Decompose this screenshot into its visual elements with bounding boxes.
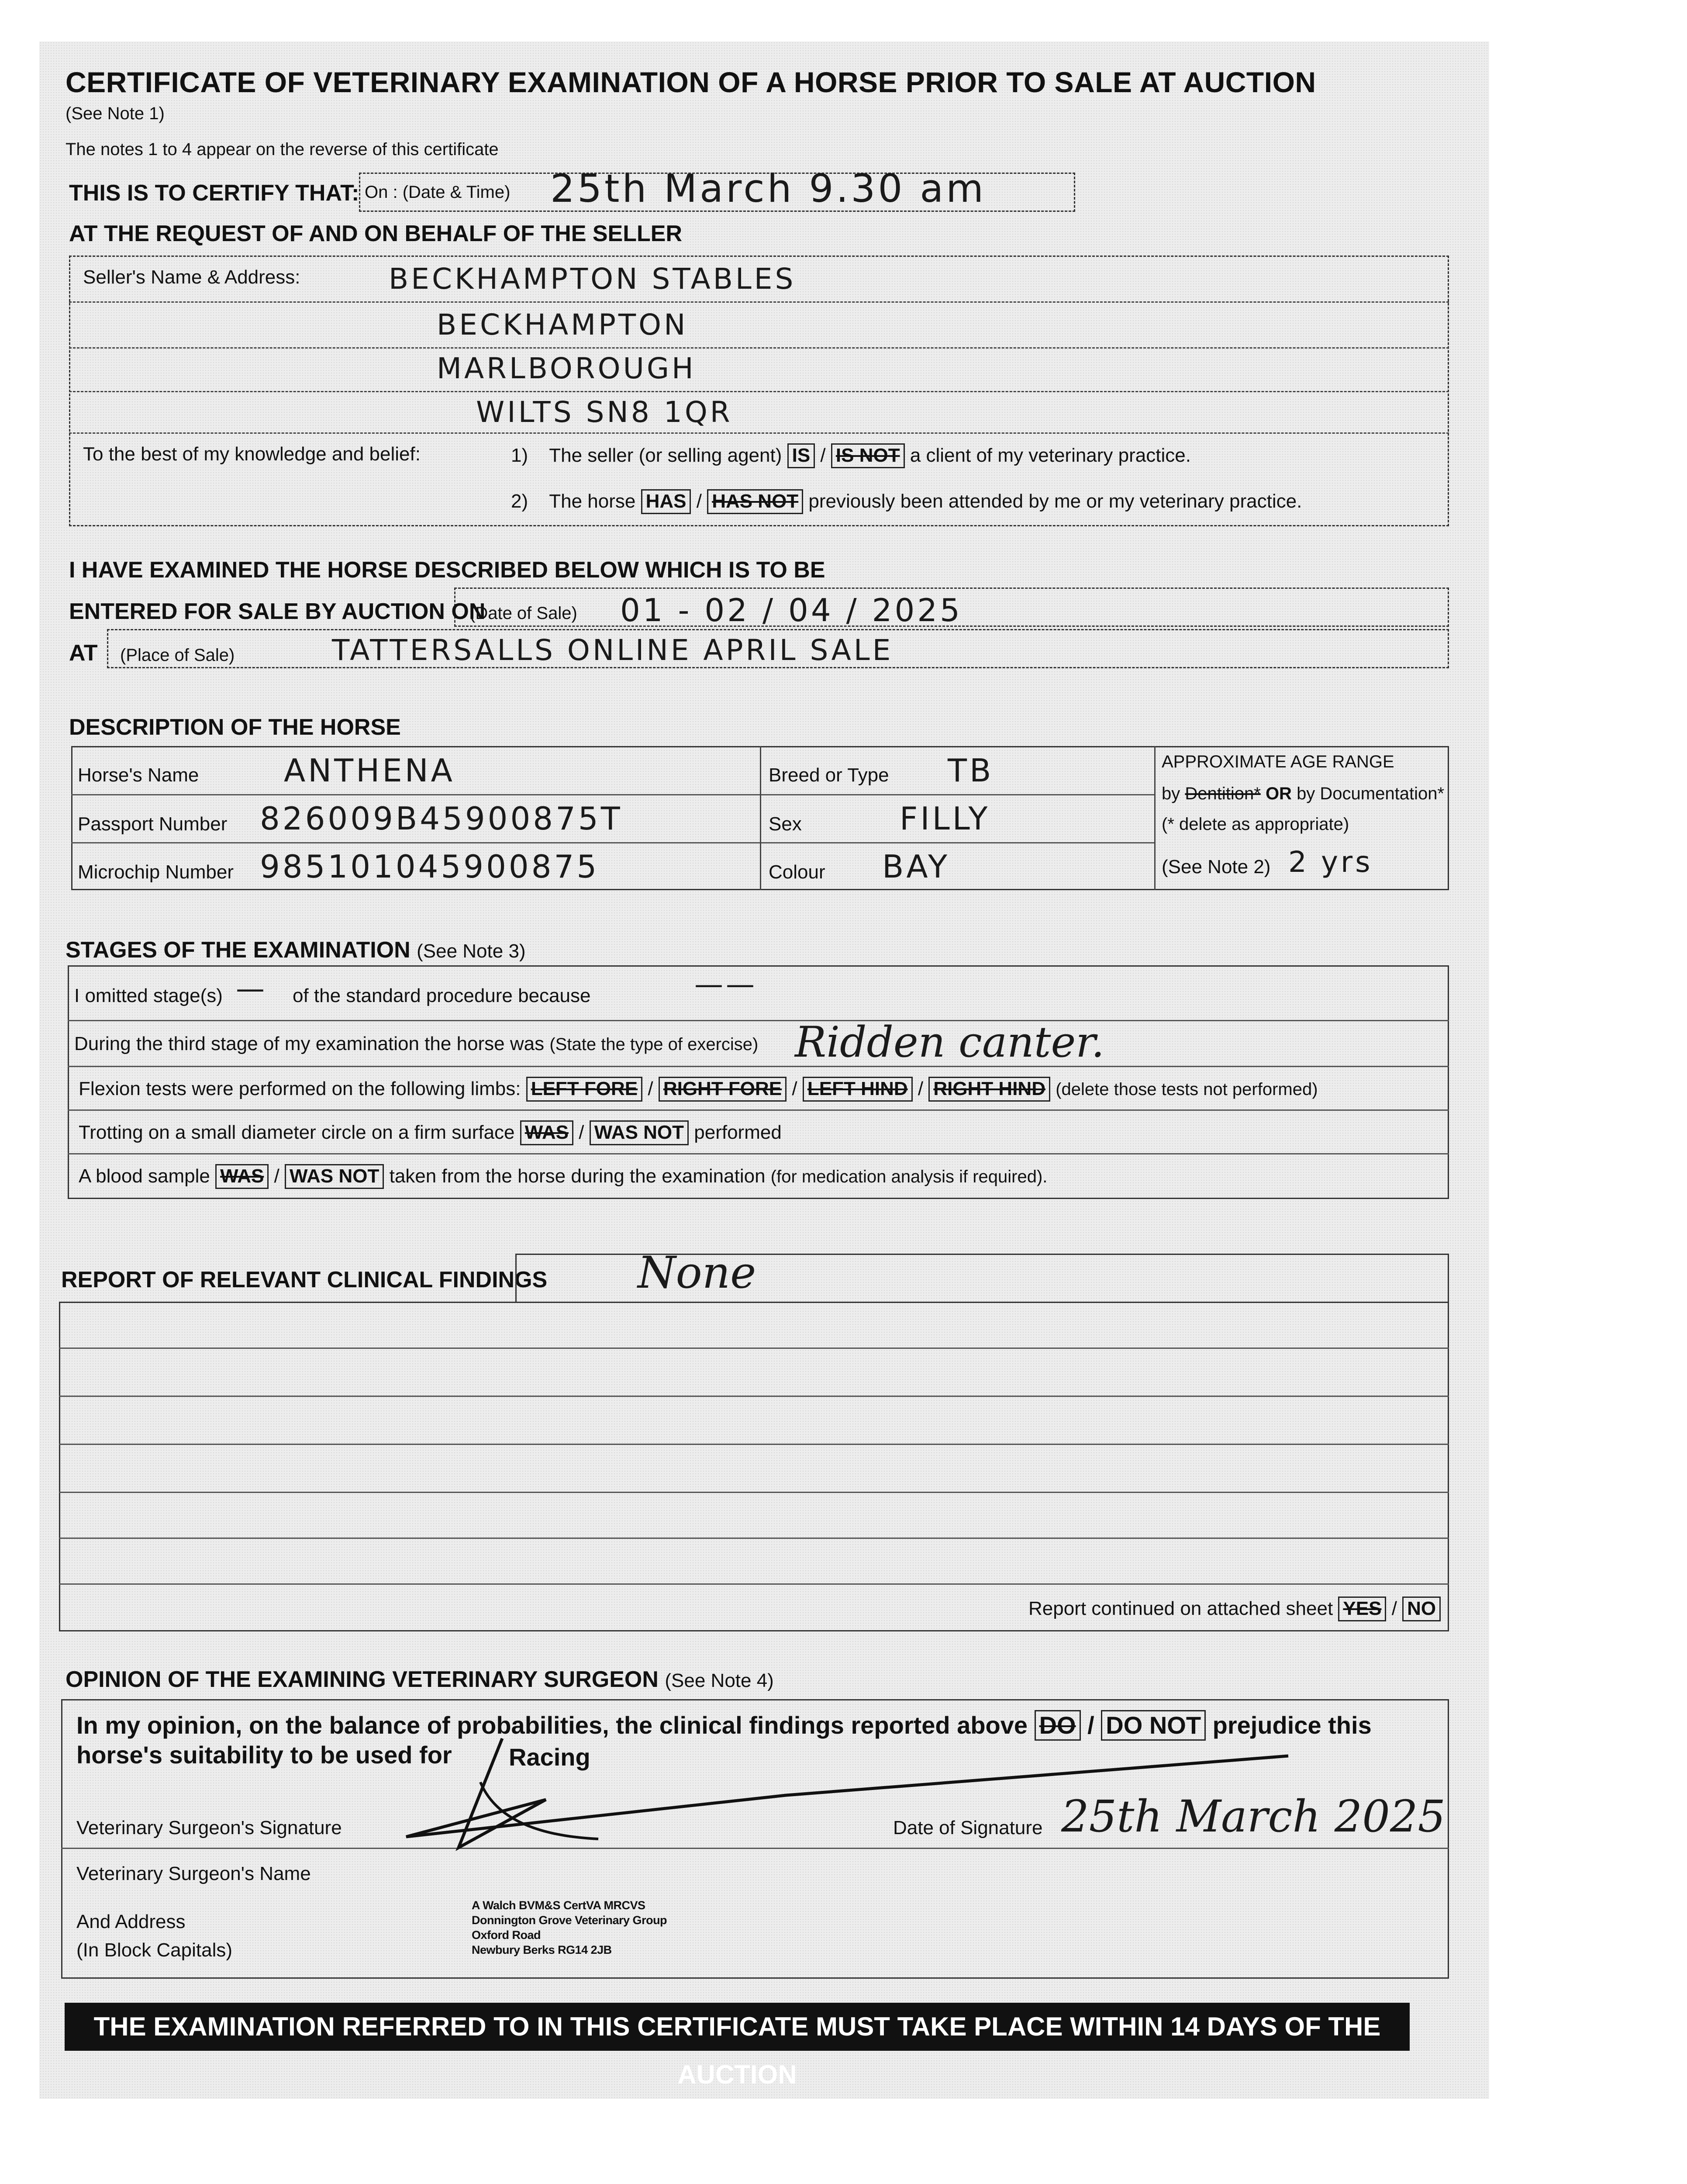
age-method	[1162, 784, 1444, 804]
has-not-option[interactable]: HAS NOT	[707, 489, 803, 514]
blood-row	[79, 1164, 1047, 1189]
age-dentition-option[interactable]: Dentition*	[1185, 784, 1261, 803]
stages-row-divider	[68, 1109, 1449, 1111]
is-option[interactable]: IS	[787, 443, 815, 468]
stamp-line: Oxford Road	[472, 1928, 541, 1942]
knowledge-label: To the best of my knowledge and belief:	[83, 443, 421, 465]
option-separator: /	[696, 491, 702, 512]
report-line	[59, 1583, 1449, 1585]
seller-divider	[69, 347, 1449, 349]
do-not-option[interactable]: DO NOT	[1101, 1710, 1206, 1741]
report-box[interactable]	[59, 1302, 1449, 1631]
intended-use-value[interactable]: Racing	[509, 1743, 590, 1771]
omitted-value[interactable]: —	[236, 972, 267, 1006]
blood-was-option[interactable]: WAS	[215, 1164, 269, 1189]
stages-heading	[66, 937, 526, 963]
stamp-line: Newbury Berks RG14 2JB	[472, 1943, 612, 1956]
horse-section-title: DESCRIPTION OF THE HORSE	[69, 715, 401, 740]
seller-line-4[interactable]: WILTS SN8 1QR	[476, 395, 733, 429]
option-separator: /	[648, 1078, 653, 1099]
opinion-text-2: prejudice this	[1212, 1711, 1372, 1739]
report-title: REPORT OF RELEVANT CLINICAL FINDINGS	[61, 1267, 548, 1292]
third-stage-value[interactable]: Ridden canter.	[795, 1018, 1105, 1067]
seller-divider	[69, 432, 1449, 434]
report-line	[59, 1538, 1449, 1539]
do-option[interactable]: DO	[1035, 1710, 1081, 1741]
age-documentation-option[interactable]: by Documentation*	[1297, 784, 1445, 803]
statement-attended	[511, 489, 1302, 514]
continued-no-option[interactable]: NO	[1402, 1597, 1441, 1621]
blood-was-not-option[interactable]: WAS NOT	[285, 1164, 384, 1189]
seller-line-1[interactable]: BECKHAMPTON STABLES	[389, 262, 796, 296]
notes-line: The notes 1 to 4 appear on the reverse of this certificate	[66, 140, 499, 159]
report-line	[59, 1396, 1449, 1397]
examined-label: I HAVE EXAMINED THE HORSE DESCRIBED BELOW WHICH IS TO BE	[69, 557, 825, 583]
option-separator: /	[820, 445, 826, 466]
certificate-title: CERTIFICATE OF VETERINARY EXAMINATION OF A HORSE PRIOR TO SALE AT AUCTION	[66, 66, 1316, 98]
blood-text: taken from the horse during the examination	[389, 1165, 766, 1187]
block-capitals-label: (In Block Capitals)	[76, 1939, 233, 1961]
microchip-value[interactable]: 985101045900875	[260, 848, 600, 885]
place-of-sale-value: TATTERSALLS ONLINE APRIL SALE	[332, 633, 894, 667]
horse-name-value[interactable]: ANTHENA	[284, 752, 455, 789]
signature-label: Veterinary Surgeon's Signature	[76, 1817, 342, 1838]
colour-label: Colour	[769, 861, 825, 883]
stamp-line: Donnington Grove Veterinary Group	[472, 1914, 667, 1927]
third-stage-note: (State the type of exercise)	[549, 1035, 759, 1054]
colour-value[interactable]: BAY	[882, 848, 950, 885]
place-of-sale-label: (Place of Sale)	[120, 646, 235, 665]
option-separator: /	[792, 1078, 797, 1099]
report-continued-label: Report continued on attached sheet	[1028, 1598, 1333, 1619]
request-label: AT THE REQUEST OF AND ON BEHALF OF THE SELLER	[69, 221, 682, 246]
statement-client	[511, 443, 1191, 468]
is-not-option[interactable]: IS NOT	[831, 443, 905, 468]
on-label: On : (Date & Time)	[365, 183, 511, 202]
report-line	[59, 1348, 1449, 1349]
stamp-line: A Walch BVM&S CertVA MRCVS	[472, 1899, 645, 1912]
flexion-label: Flexion tests were performed on the following limbs:	[79, 1078, 521, 1099]
on-value: 25th March 9.30 am	[550, 166, 987, 211]
omitted-label: I omitted stage(s)	[74, 985, 223, 1006]
age-value[interactable]: 2 yrs	[1288, 845, 1373, 879]
statement-2-number: 2)	[511, 491, 528, 512]
see-note-1: (See Note 1)	[66, 104, 165, 123]
flexion-note: (delete those tests not performed)	[1056, 1080, 1318, 1099]
age-or: OR	[1265, 784, 1292, 803]
sex-label: Sex	[769, 813, 802, 835]
footer-banner: THE EXAMINATION REFERRED TO IN THIS CERTIFICATE MUST TAKE PLACE WITHIN 14 DAYS OF THE AUCTION	[65, 2003, 1410, 2051]
opinion-heading	[66, 1666, 774, 1693]
statement-2-text: The horse	[549, 491, 636, 512]
option-separator: /	[1391, 1598, 1397, 1619]
option-separator: /	[918, 1078, 924, 1099]
report-line	[59, 1492, 1449, 1493]
trotting-row	[79, 1120, 782, 1145]
age-see-note: (See Note 2)	[1162, 856, 1271, 878]
age-delete-note: (* delete as appropriate)	[1162, 815, 1349, 834]
opinion-title: OPINION OF THE EXAMINING VETERINARY SURGEON	[66, 1667, 659, 1692]
opinion-text-1: In my opinion, on the balance of probabilities, the clinical findings reported above	[76, 1711, 1028, 1739]
horse-name-label: Horse's Name	[78, 764, 199, 786]
horse-col-divider	[760, 746, 761, 890]
horse-row-divider	[71, 794, 1154, 795]
continued-yes-option[interactable]: YES	[1338, 1597, 1386, 1621]
trot-was-option[interactable]: WAS	[520, 1120, 573, 1145]
entered-label: ENTERED FOR SALE BY AUCTION ON	[69, 599, 486, 624]
breed-label: Breed or Type	[769, 764, 889, 786]
report-continued-row	[1028, 1597, 1441, 1621]
vet-name-label: Veterinary Surgeon's Name	[76, 1863, 311, 1884]
report-value[interactable]: None	[638, 1247, 756, 1298]
seller-divider	[69, 301, 1449, 303]
age-range-title: APPROXIMATE AGE RANGE	[1162, 752, 1394, 771]
seller-line-3[interactable]: MARLBOROUGH	[437, 352, 696, 385]
trot-was-not-option[interactable]: WAS NOT	[590, 1120, 689, 1145]
trotting-end: performed	[694, 1122, 782, 1143]
right-hind-option[interactable]: RIGHT HIND	[928, 1077, 1050, 1102]
stages-row-divider	[68, 1020, 1449, 1021]
stages-note: (See Note 3)	[417, 940, 526, 962]
report-line	[59, 1444, 1449, 1445]
stages-title: STAGES OF THE EXAMINATION	[66, 937, 411, 963]
vet-stamp	[472, 1898, 667, 1957]
date-of-signature-value[interactable]: 25th March 2025	[1061, 1791, 1446, 1842]
left-fore-option[interactable]: LEFT FORE	[526, 1077, 642, 1102]
breed-value[interactable]: TB	[948, 752, 994, 789]
seller-divider	[69, 391, 1449, 392]
option-separator: /	[274, 1165, 279, 1187]
horse-row-divider	[71, 842, 1154, 843]
option-separator: /	[579, 1122, 584, 1143]
statement-2-end: previously been attended by me or my veterinary practice.	[808, 491, 1302, 512]
flexion-row	[79, 1077, 1318, 1102]
date-of-sale-value: 01 - 02 / 04 / 2025	[620, 592, 963, 629]
seller-name-label: Seller's Name & Address:	[83, 266, 300, 288]
right-fore-option[interactable]: RIGHT FORE	[659, 1077, 787, 1102]
microchip-label: Microchip Number	[78, 861, 234, 883]
stages-row-divider	[68, 1153, 1449, 1154]
statement-1-number: 1)	[511, 445, 528, 466]
third-stage-text: During the third stage of my examination the horse was	[74, 1033, 545, 1054]
blood-label: A blood sample	[79, 1165, 210, 1187]
horse-col-divider	[1154, 746, 1156, 890]
trotting-label: Trotting on a small diameter circle on a firm surface	[79, 1122, 515, 1143]
third-stage-label	[74, 1033, 758, 1055]
left-hind-option[interactable]: LEFT HIND	[803, 1077, 913, 1102]
opinion-text-3: horse's suitability to be used for	[76, 1741, 452, 1769]
sex-value[interactable]: FILLY	[900, 800, 990, 837]
opinion-note: (See Note 4)	[665, 1670, 774, 1691]
blood-note: (for medication analysis if required).	[770, 1167, 1048, 1186]
statement-1-end: a client of my veterinary practice.	[910, 445, 1191, 466]
passport-value[interactable]: 826009B45900875T	[260, 800, 623, 837]
has-option[interactable]: HAS	[641, 489, 691, 514]
option-separator: /	[1087, 1711, 1094, 1739]
statement-1-text: The seller (or selling agent)	[549, 445, 782, 466]
omitted-reason[interactable]: ——	[694, 968, 757, 1001]
age-by: by	[1162, 784, 1180, 803]
omitted-because-label: of the standard procedure because	[293, 985, 591, 1006]
seller-line-2[interactable]: BECKHAMPTON	[437, 308, 688, 342]
date-of-sale-label: (Date of Sale)	[469, 604, 577, 623]
stages-row-divider	[68, 1066, 1449, 1067]
vet-address-label: And Address	[76, 1911, 186, 1932]
at-label: AT	[69, 640, 98, 666]
passport-label: Passport Number	[78, 813, 228, 835]
signature-stroke	[480, 1782, 598, 1839]
date-of-signature-label: Date of Signature	[893, 1817, 1043, 1838]
certify-label: THIS IS TO CERTIFY THAT:	[69, 180, 359, 206]
